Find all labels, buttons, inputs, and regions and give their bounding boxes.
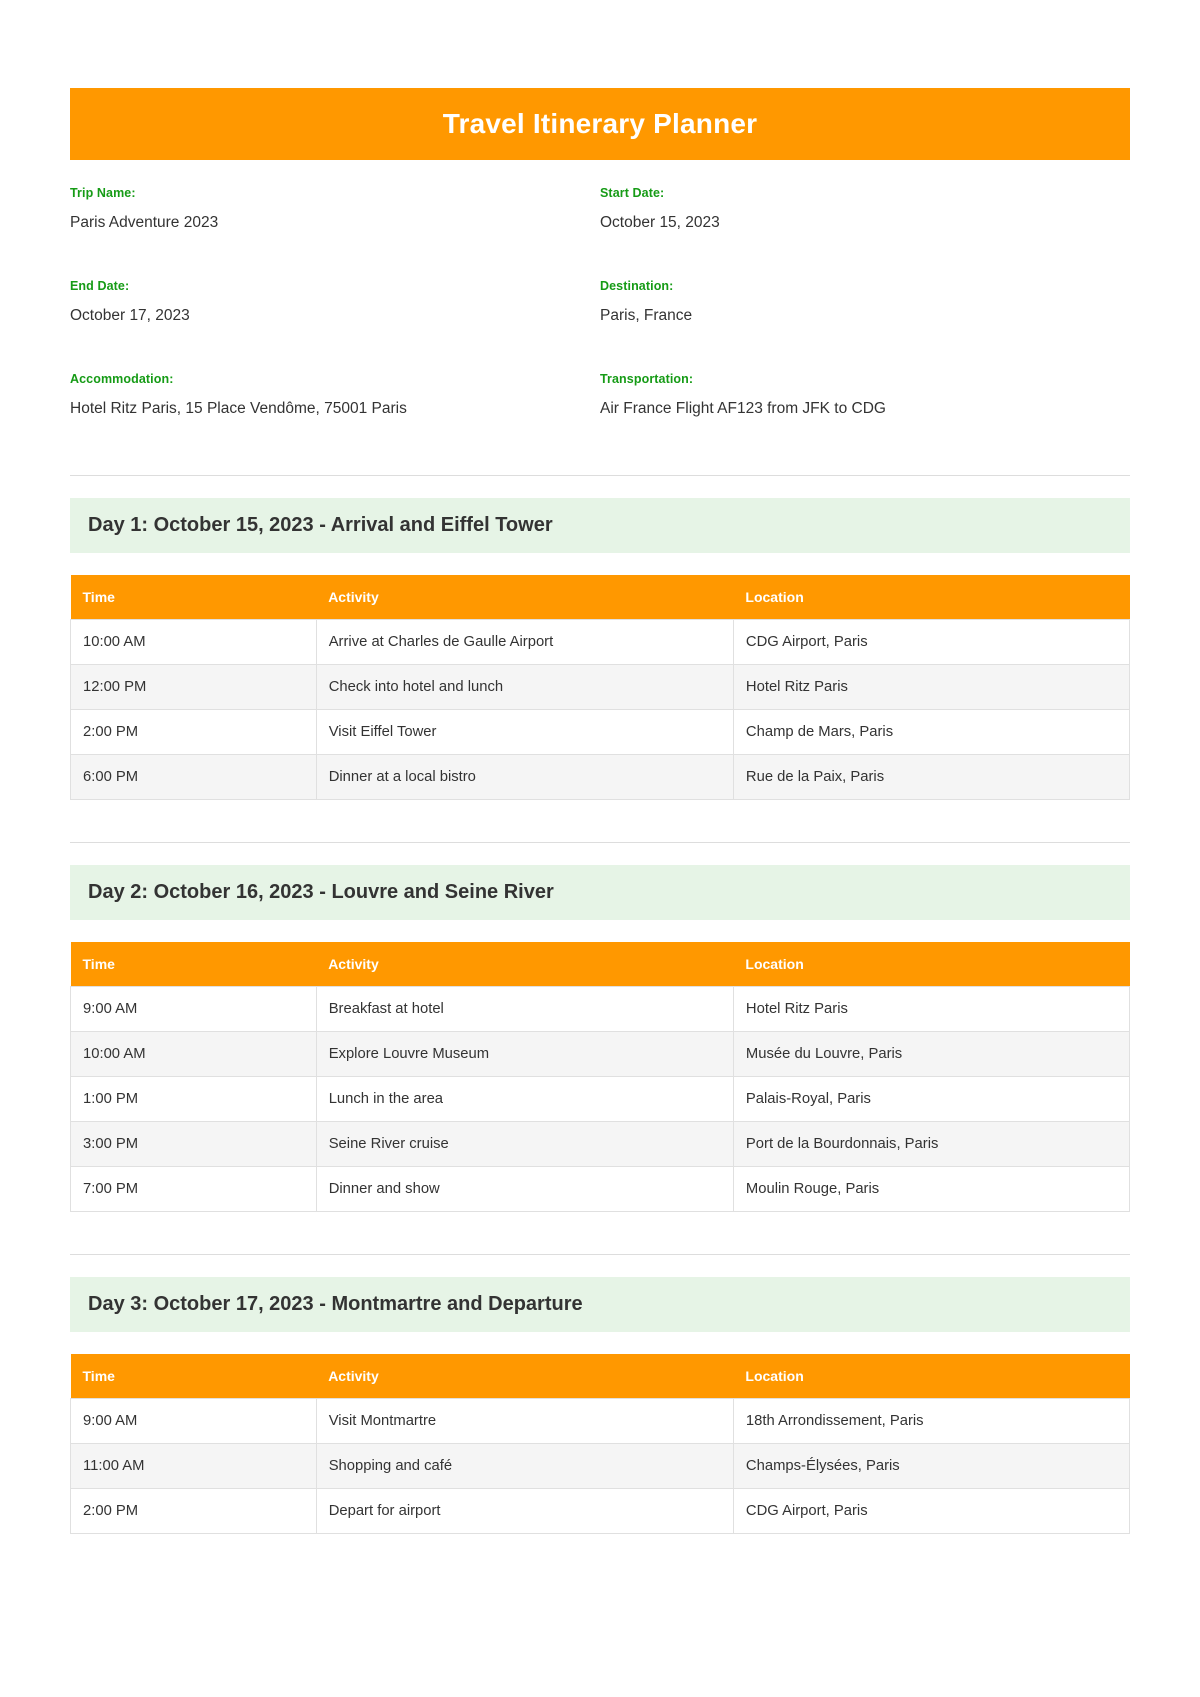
cell-activity: Explore Louvre Museum (316, 1032, 733, 1077)
table-header-row (71, 942, 1130, 987)
cell-location: Rue de la Paix, Paris (733, 755, 1129, 800)
cell-location: Moulin Rouge, Paris (733, 1167, 1129, 1212)
cell-time: 10:00 AM (71, 1032, 317, 1077)
cell-activity: Seine River cruise (316, 1122, 733, 1167)
cell-time: 2:00 PM (71, 1489, 317, 1534)
cell-location: Champs-Élysées, Paris (733, 1444, 1129, 1489)
column-header-activity: Activity (316, 1354, 733, 1399)
table-row (71, 1444, 1130, 1489)
cell-time: 1:00 PM (71, 1077, 317, 1122)
day-header-label: Day 3: October 17, 2023 - Montmartre and Departure (88, 1293, 583, 1316)
cell-activity: Visit Eiffel Tower (316, 710, 733, 755)
cell-time: 7:00 PM (71, 1167, 317, 1212)
day-section (70, 475, 1130, 800)
column-header-time: Time (71, 942, 317, 987)
column-header-time: Time (71, 1354, 317, 1399)
trip-detail-field (600, 372, 1130, 465)
title-banner (70, 88, 1130, 160)
trip-detail-value: Hotel Ritz Paris, 15 Place Vendôme, 75001 Paris (70, 400, 407, 418)
column-header-activity: Activity (316, 575, 733, 620)
trip-detail-value: Air France Flight AF123 from JFK to CDG (600, 400, 886, 418)
cell-location: Port de la Bourdonnais, Paris (733, 1122, 1129, 1167)
cell-time: 3:00 PM (71, 1122, 317, 1167)
day-header (70, 865, 1130, 920)
column-header-location: Location (733, 575, 1129, 620)
cell-activity: Dinner and show (316, 1167, 733, 1212)
table-row (71, 987, 1130, 1032)
schedule-table (70, 575, 1130, 800)
trip-detail-label: Start Date: (600, 186, 665, 200)
cell-activity: Shopping and café (316, 1444, 733, 1489)
day-header (70, 1277, 1130, 1332)
cell-activity: Dinner at a local bistro (316, 755, 733, 800)
table-row (71, 1399, 1130, 1444)
table-row (71, 665, 1130, 710)
trip-detail-value: October 17, 2023 (70, 307, 190, 325)
cell-location: 18th Arrondissement, Paris (733, 1399, 1129, 1444)
column-header-activity: Activity (316, 942, 733, 987)
section-divider (70, 475, 1130, 476)
cell-time: 2:00 PM (71, 710, 317, 755)
section-divider (70, 1254, 1130, 1255)
cell-location: CDG Airport, Paris (733, 1489, 1129, 1534)
trip-detail-label: Destination: (600, 279, 674, 294)
trip-detail-value: Paris Adventure 2023 (70, 214, 219, 231)
section-divider (70, 842, 1130, 843)
trip-detail-field (70, 279, 600, 372)
day-header-label: Day 2: October 16, 2023 - Louvre and Seine River (88, 881, 554, 904)
cell-time: 9:00 AM (71, 987, 317, 1032)
cell-activity: Lunch in the area (316, 1077, 733, 1122)
cell-location: Hotel Ritz Paris (733, 665, 1129, 710)
cell-location: Hotel Ritz Paris (733, 987, 1129, 1032)
column-header-time: Time (71, 575, 317, 620)
trip-detail-field (70, 372, 600, 465)
table-row (71, 1489, 1130, 1534)
cell-location: Palais-Royal, Paris (733, 1077, 1129, 1122)
column-header-location: Location (733, 1354, 1129, 1399)
table-row (71, 755, 1130, 800)
schedule-table (70, 1354, 1130, 1534)
table-row (71, 1077, 1130, 1122)
trip-detail-label: Trip Name: (70, 186, 136, 200)
table-row (71, 1032, 1130, 1077)
day-section (70, 842, 1130, 1212)
cell-location: Champ de Mars, Paris (733, 710, 1129, 755)
table-row (71, 1167, 1130, 1212)
trip-detail-label: Transportation: (600, 372, 694, 387)
day-section (70, 1254, 1130, 1534)
cell-activity: Arrive at Charles de Gaulle Airport (316, 620, 733, 665)
trip-detail-field (600, 186, 1130, 279)
table-row (71, 1122, 1130, 1167)
cell-activity: Check into hotel and lunch (316, 665, 733, 710)
cell-time: 9:00 AM (71, 1399, 317, 1444)
table-header-row (71, 1354, 1130, 1399)
cell-time: 12:00 PM (71, 665, 317, 710)
trip-detail-field (70, 186, 600, 279)
trip-detail-label: Accommodation: (70, 372, 174, 387)
column-header-location: Location (733, 942, 1129, 987)
cell-activity: Breakfast at hotel (316, 987, 733, 1032)
trip-details-grid (70, 186, 1130, 465)
table-row (71, 620, 1130, 665)
day-header-label: Day 1: October 15, 2023 - Arrival and Eiffel Tower (88, 514, 553, 537)
trip-detail-value: October 15, 2023 (600, 214, 720, 231)
cell-time: 6:00 PM (71, 755, 317, 800)
cell-location: CDG Airport, Paris (733, 620, 1129, 665)
day-header (70, 498, 1130, 553)
cell-time: 10:00 AM (71, 620, 317, 665)
schedule-table (70, 942, 1130, 1212)
page-title: Travel Itinerary Planner (442, 108, 758, 139)
cell-activity: Depart for airport (316, 1489, 733, 1534)
day-sections (70, 475, 1130, 1534)
table-header-row (71, 575, 1130, 620)
table-row (71, 710, 1130, 755)
trip-detail-field (600, 279, 1130, 372)
trip-detail-label: End Date: (70, 279, 130, 294)
trip-detail-value: Paris, France (600, 307, 693, 325)
cell-time: 11:00 AM (71, 1444, 317, 1489)
cell-location: Musée du Louvre, Paris (733, 1032, 1129, 1077)
cell-activity: Visit Montmartre (316, 1399, 733, 1444)
